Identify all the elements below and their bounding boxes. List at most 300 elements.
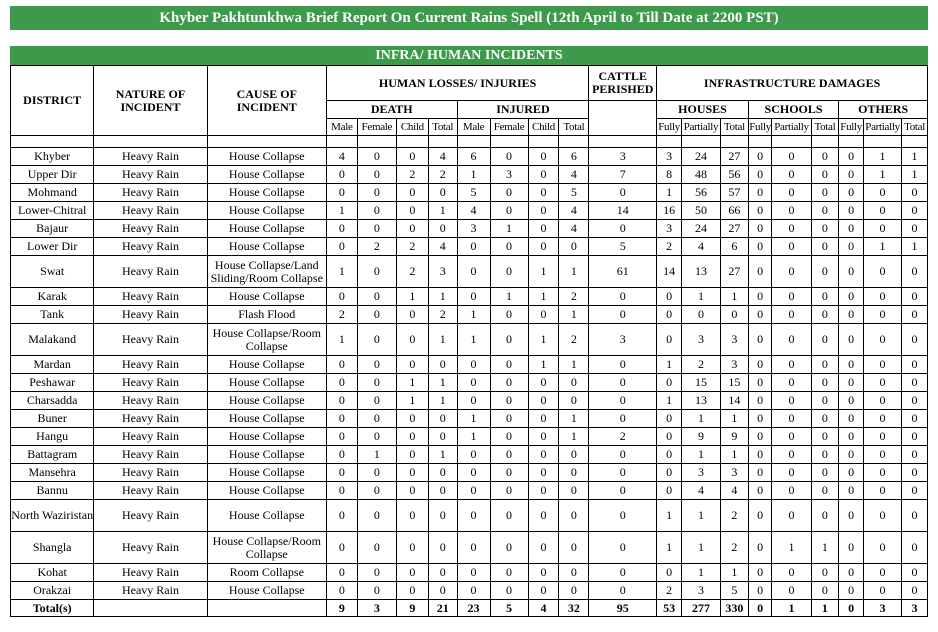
table-row — [11, 166, 928, 184]
cell-cattle: 0 — [589, 500, 657, 532]
cell-cause: House Collapse — [207, 464, 326, 482]
cell-others-partially: 0 — [864, 482, 902, 500]
cell-death-child: 0 — [396, 410, 428, 428]
cell-schools-fully: 0 — [748, 324, 772, 356]
cell-cause: House Collapse — [207, 220, 326, 238]
cell-houses-partially: 0 — [681, 306, 720, 324]
cell-houses-fully: 2 — [657, 238, 682, 256]
cell-death-total: 1 — [428, 374, 457, 392]
cell-houses-total: 4 — [721, 482, 749, 500]
cell-schools-fully: 0 — [748, 202, 772, 220]
cell-cause: Flash Flood — [207, 306, 326, 324]
cell-houses-partially: 13 — [681, 392, 720, 410]
cell-houses-fully: 0 — [657, 410, 682, 428]
total-death-total: 21 — [428, 600, 457, 617]
cell-injured-male: 0 — [457, 446, 490, 464]
cell-nature: Heavy Rain — [94, 482, 207, 500]
cell-houses-total: 3 — [721, 356, 749, 374]
cell-cattle: 3 — [589, 148, 657, 166]
cell-schools-fully: 0 — [748, 374, 772, 392]
cell-schools-fully: 0 — [748, 256, 772, 288]
cell-cattle: 5 — [589, 238, 657, 256]
cell-injured-female: 0 — [490, 356, 528, 374]
cell-schools-partially: 0 — [772, 356, 811, 374]
cell-injured-total: 2 — [559, 324, 589, 356]
cell-district: Mardan — [11, 356, 94, 374]
cell-death-female: 0 — [357, 428, 396, 446]
cell-schools-partially: 0 — [772, 148, 811, 166]
cell-others-partially: 0 — [864, 184, 902, 202]
header-infra: INFRASTRUCTURE DAMAGES — [657, 66, 928, 101]
cell-nature: Heavy Rain — [94, 148, 207, 166]
cell-schools-fully: 0 — [748, 288, 772, 306]
total-injured-female: 5 — [490, 600, 528, 617]
cell-others-fully: 0 — [839, 306, 864, 324]
cell-nature: Heavy Rain — [94, 464, 207, 482]
table-row — [11, 446, 928, 464]
cell-nature: Heavy Rain — [94, 256, 207, 288]
cell-death-female: 0 — [357, 306, 396, 324]
table-row — [11, 356, 928, 374]
cell-schools-partially: 0 — [772, 202, 811, 220]
cell-houses-partially: 2 — [681, 356, 720, 374]
cell-cause: House Collapse — [207, 446, 326, 464]
cell-schools-fully: 0 — [748, 356, 772, 374]
cell-others-partially: 1 — [864, 148, 902, 166]
table-row — [11, 374, 928, 392]
cell-injured-child: 0 — [528, 220, 559, 238]
cell-schools-total: 0 — [811, 220, 839, 238]
table-row — [11, 202, 928, 220]
cell-death-male: 1 — [326, 202, 357, 220]
cell-schools-partially: 0 — [772, 288, 811, 306]
cell-houses-total: 14 — [721, 392, 749, 410]
cell-cattle: 0 — [589, 306, 657, 324]
cell-others-fully: 0 — [839, 374, 864, 392]
header-houses: HOUSES — [657, 101, 749, 119]
cell-others-total: 0 — [902, 392, 928, 410]
header-schools: SCHOOLS — [748, 101, 839, 119]
header-others-partially: Partially — [864, 119, 902, 136]
header-cattle: CATTLE PERISHED — [589, 66, 657, 101]
cell-death-total: 0 — [428, 428, 457, 446]
cell-death-child: 0 — [396, 482, 428, 500]
cell-injured-child: 0 — [528, 482, 559, 500]
cell-death-male: 1 — [326, 256, 357, 288]
cell-death-child: 0 — [396, 356, 428, 374]
cell-nature: Heavy Rain — [94, 166, 207, 184]
header-schools-partially: Partially — [772, 119, 811, 136]
total-cattle: 95 — [589, 600, 657, 617]
cell-death-male: 0 — [326, 374, 357, 392]
cell-injured-female: 1 — [490, 288, 528, 306]
cell-others-fully: 0 — [839, 564, 864, 582]
cell-cattle: 0 — [589, 184, 657, 202]
cell-schools-total: 0 — [811, 482, 839, 500]
cell-injured-male: 1 — [457, 428, 490, 446]
cell-houses-fully: 0 — [657, 306, 682, 324]
cell-death-male: 0 — [326, 446, 357, 464]
incident-table — [10, 65, 928, 617]
header-district: DISTRICT — [11, 66, 94, 136]
cell-others-partially: 0 — [864, 324, 902, 356]
cell-schools-fully: 0 — [748, 428, 772, 446]
cell-houses-partially: 48 — [681, 166, 720, 184]
cell-schools-total: 0 — [811, 374, 839, 392]
cell-houses-total: 1 — [721, 288, 749, 306]
cell-injured-child: 0 — [528, 306, 559, 324]
cell-schools-fully: 0 — [748, 238, 772, 256]
cell-others-total: 0 — [902, 306, 928, 324]
cell-others-partially: 0 — [864, 220, 902, 238]
cell-schools-partially: 0 — [772, 324, 811, 356]
cell-houses-partially: 9 — [681, 428, 720, 446]
totals-blank — [207, 600, 326, 617]
cell-others-total: 0 — [902, 220, 928, 238]
cell-death-child: 0 — [396, 148, 428, 166]
cell-injured-female: 3 — [490, 166, 528, 184]
total-schools-fully: 0 — [748, 600, 772, 617]
cell-houses-fully: 1 — [657, 356, 682, 374]
cell-others-fully: 0 — [839, 392, 864, 410]
cell-others-fully: 0 — [839, 410, 864, 428]
cell-others-fully: 0 — [839, 532, 864, 564]
cell-houses-fully: 0 — [657, 374, 682, 392]
cell-cause: House Collapse — [207, 482, 326, 500]
cell-houses-fully: 1 — [657, 392, 682, 410]
cell-others-fully: 0 — [839, 288, 864, 306]
total-others-fully: 0 — [839, 600, 864, 617]
totals-label: Total(s) — [11, 600, 94, 617]
cell-injured-male: 0 — [457, 356, 490, 374]
cell-houses-partially: 3 — [681, 582, 720, 600]
cell-others-partially: 0 — [864, 582, 902, 600]
cell-houses-partially: 1 — [681, 410, 720, 428]
cell-schools-partially: 0 — [772, 256, 811, 288]
cell-district: Shangla — [11, 532, 94, 564]
cell-injured-child: 0 — [528, 410, 559, 428]
cell-injured-male: 0 — [457, 256, 490, 288]
section-title: INFRA/ HUMAN INCIDENTS — [10, 46, 928, 65]
cell-schools-partially: 0 — [772, 392, 811, 410]
cell-cause: House Collapse/Room Collapse — [207, 532, 326, 564]
table-row — [11, 564, 928, 582]
cell-district: Orakzai — [11, 582, 94, 600]
cell-injured-female: 0 — [490, 184, 528, 202]
cell-others-partially: 0 — [864, 564, 902, 582]
cell-death-child: 0 — [396, 324, 428, 356]
cell-others-partially: 1 — [864, 238, 902, 256]
cell-death-male: 0 — [326, 356, 357, 374]
cell-injured-child: 0 — [528, 392, 559, 410]
cell-houses-total: 3 — [721, 464, 749, 482]
cell-others-partially: 1 — [864, 166, 902, 184]
cell-nature: Heavy Rain — [94, 532, 207, 564]
total-schools-partially: 1 — [772, 600, 811, 617]
cell-others-total: 1 — [902, 166, 928, 184]
cell-death-female: 0 — [357, 392, 396, 410]
cell-district: Kohat — [11, 564, 94, 582]
cell-death-female: 0 — [357, 220, 396, 238]
cell-injured-child: 0 — [528, 148, 559, 166]
cell-houses-fully: 0 — [657, 446, 682, 464]
header-houses-fully: Fully — [657, 119, 682, 136]
cell-schools-total: 0 — [811, 582, 839, 600]
header-death-total: Total — [428, 119, 457, 136]
header-nature: NATURE OF INCIDENT — [94, 66, 207, 136]
cell-district: Swat — [11, 256, 94, 288]
cell-cattle: 7 — [589, 166, 657, 184]
cell-schools-total: 0 — [811, 564, 839, 582]
cell-death-child: 0 — [396, 464, 428, 482]
cell-cattle: 0 — [589, 288, 657, 306]
cell-death-child: 0 — [396, 564, 428, 582]
cell-injured-total: 5 — [559, 184, 589, 202]
cell-death-male: 0 — [326, 166, 357, 184]
cell-injured-female: 0 — [490, 446, 528, 464]
table-row — [11, 582, 928, 600]
cell-death-child: 0 — [396, 184, 428, 202]
cell-others-total: 0 — [902, 184, 928, 202]
table-row — [11, 392, 928, 410]
cell-houses-fully: 16 — [657, 202, 682, 220]
cell-injured-total: 0 — [559, 392, 589, 410]
cell-injured-child: 1 — [528, 288, 559, 306]
cell-death-female: 0 — [357, 184, 396, 202]
header-death: DEATH — [326, 101, 457, 119]
cell-death-female: 0 — [357, 356, 396, 374]
total-others-partially: 3 — [864, 600, 902, 617]
cell-others-total: 0 — [902, 446, 928, 464]
cell-district: Buner — [11, 410, 94, 428]
cell-death-female: 0 — [357, 582, 396, 600]
cell-death-male: 4 — [326, 148, 357, 166]
cell-others-fully: 0 — [839, 256, 864, 288]
cell-death-male: 0 — [326, 582, 357, 600]
cell-death-female: 0 — [357, 374, 396, 392]
total-injured-male: 23 — [457, 600, 490, 617]
cell-injured-male: 0 — [457, 500, 490, 532]
cell-others-total: 1 — [902, 148, 928, 166]
cell-others-partially: 0 — [864, 446, 902, 464]
cell-schools-partially: 0 — [772, 374, 811, 392]
cell-schools-fully: 0 — [748, 306, 772, 324]
cell-nature: Heavy Rain — [94, 324, 207, 356]
cell-nature: Heavy Rain — [94, 564, 207, 582]
cell-death-female: 0 — [357, 464, 396, 482]
cell-death-female: 0 — [357, 532, 396, 564]
cell-district: Battagram — [11, 446, 94, 464]
cell-others-total: 0 — [902, 324, 928, 356]
cell-houses-total: 3 — [721, 324, 749, 356]
cell-injured-total: 6 — [559, 148, 589, 166]
cell-injured-child: 0 — [528, 184, 559, 202]
table-row — [11, 410, 928, 428]
cell-houses-partially: 4 — [681, 238, 720, 256]
cell-schools-fully: 0 — [748, 582, 772, 600]
cell-schools-fully: 0 — [748, 148, 772, 166]
cell-schools-total: 0 — [811, 446, 839, 464]
cell-others-fully: 0 — [839, 220, 864, 238]
cell-death-female: 0 — [357, 482, 396, 500]
cell-others-fully: 0 — [839, 446, 864, 464]
cell-injured-female: 0 — [490, 532, 528, 564]
table-row — [11, 500, 928, 532]
header-schools-fully: Fully — [748, 119, 772, 136]
cell-death-female: 0 — [357, 148, 396, 166]
cell-injured-male: 6 — [457, 148, 490, 166]
cell-schools-partially: 0 — [772, 500, 811, 532]
cell-houses-fully: 1 — [657, 500, 682, 532]
table-row — [11, 184, 928, 202]
cell-injured-child: 1 — [528, 256, 559, 288]
header-cattle-blank — [589, 101, 657, 136]
cell-death-child: 0 — [396, 582, 428, 600]
cell-schools-fully: 0 — [748, 410, 772, 428]
cell-houses-total: 6 — [721, 238, 749, 256]
cell-schools-partially: 0 — [772, 446, 811, 464]
cell-others-fully: 0 — [839, 482, 864, 500]
cell-cause: House Collapse/Land Sliding/Room Collapse — [207, 256, 326, 288]
cell-death-total: 1 — [428, 202, 457, 220]
cell-schools-fully: 0 — [748, 220, 772, 238]
header-houses-total: Total — [721, 119, 749, 136]
cell-others-total: 0 — [902, 464, 928, 482]
cell-schools-partially: 0 — [772, 428, 811, 446]
cell-houses-total: 15 — [721, 374, 749, 392]
cell-houses-fully: 3 — [657, 148, 682, 166]
table-body — [11, 136, 928, 617]
header-others: OTHERS — [839, 101, 928, 119]
cell-death-child: 1 — [396, 392, 428, 410]
cell-cattle: 0 — [589, 220, 657, 238]
cell-injured-total: 4 — [559, 202, 589, 220]
cell-cause: House Collapse — [207, 288, 326, 306]
cell-cause: House Collapse — [207, 238, 326, 256]
header-death-child: Child — [396, 119, 428, 136]
header-houses-partially: Partially — [681, 119, 720, 136]
header-injured-female: Female — [490, 119, 528, 136]
cell-schools-partially: 1 — [772, 532, 811, 564]
cell-death-child: 1 — [396, 374, 428, 392]
header-others-total: Total — [902, 119, 928, 136]
cell-injured-male: 0 — [457, 238, 490, 256]
cell-others-total: 0 — [902, 500, 928, 532]
cell-injured-total: 0 — [559, 464, 589, 482]
cell-death-total: 0 — [428, 356, 457, 374]
cell-schools-total: 0 — [811, 464, 839, 482]
cell-houses-total: 0 — [721, 306, 749, 324]
cell-cause: House Collapse — [207, 356, 326, 374]
cell-injured-male: 1 — [457, 324, 490, 356]
cell-death-total: 0 — [428, 410, 457, 428]
cell-others-partially: 0 — [864, 428, 902, 446]
cell-nature: Heavy Rain — [94, 582, 207, 600]
cell-injured-male: 1 — [457, 166, 490, 184]
table-row — [11, 482, 928, 500]
cell-schools-fully: 0 — [748, 500, 772, 532]
cell-death-male: 0 — [326, 288, 357, 306]
cell-district: Peshawar — [11, 374, 94, 392]
cell-others-total: 0 — [902, 532, 928, 564]
cell-injured-child: 0 — [528, 446, 559, 464]
cell-cause: House Collapse — [207, 202, 326, 220]
cell-schools-total: 0 — [811, 256, 839, 288]
cell-death-child: 2 — [396, 238, 428, 256]
cell-injured-total: 0 — [559, 532, 589, 564]
cell-injured-total: 1 — [559, 256, 589, 288]
cell-district: Lower-Chitral — [11, 202, 94, 220]
cell-others-total: 0 — [902, 202, 928, 220]
cell-injured-total: 0 — [559, 482, 589, 500]
cell-schools-total: 1 — [811, 532, 839, 564]
total-schools-total: 1 — [811, 600, 839, 617]
cell-injured-child: 0 — [528, 532, 559, 564]
cell-cause: House Collapse — [207, 392, 326, 410]
cell-others-fully: 0 — [839, 324, 864, 356]
total-houses-fully: 53 — [657, 600, 682, 617]
cell-others-partially: 0 — [864, 202, 902, 220]
cell-death-male: 0 — [326, 482, 357, 500]
cell-houses-total: 56 — [721, 166, 749, 184]
cell-district: Tank — [11, 306, 94, 324]
cell-death-total: 2 — [428, 166, 457, 184]
cell-injured-child: 0 — [528, 428, 559, 446]
cell-injured-total: 0 — [559, 582, 589, 600]
cell-death-total: 1 — [428, 288, 457, 306]
cell-schools-total: 0 — [811, 238, 839, 256]
header-human-losses: HUMAN LOSSES/ INJURIES — [326, 66, 588, 101]
cell-injured-child: 0 — [528, 166, 559, 184]
cell-houses-partially: 1 — [681, 446, 720, 464]
cell-others-partially: 0 — [864, 392, 902, 410]
cell-houses-fully: 0 — [657, 288, 682, 306]
cell-death-female: 0 — [357, 256, 396, 288]
cell-death-total: 0 — [428, 564, 457, 582]
cell-nature: Heavy Rain — [94, 306, 207, 324]
cell-death-male: 0 — [326, 220, 357, 238]
total-houses-partially: 277 — [681, 600, 720, 617]
cell-schools-fully: 0 — [748, 464, 772, 482]
cell-houses-partially: 56 — [681, 184, 720, 202]
cell-cattle: 0 — [589, 356, 657, 374]
cell-injured-child: 0 — [528, 582, 559, 600]
cell-houses-partially: 1 — [681, 532, 720, 564]
cell-injured-male: 0 — [457, 482, 490, 500]
cell-others-partially: 0 — [864, 306, 902, 324]
cell-houses-total: 2 — [721, 500, 749, 532]
cell-others-partially: 0 — [864, 532, 902, 564]
totals-row — [11, 600, 928, 617]
cell-others-fully: 0 — [839, 428, 864, 446]
cell-houses-total: 27 — [721, 148, 749, 166]
cell-injured-male: 0 — [457, 288, 490, 306]
cell-cause: House Collapse — [207, 410, 326, 428]
cell-injured-child: 0 — [528, 564, 559, 582]
cell-nature: Heavy Rain — [94, 392, 207, 410]
cell-injured-male: 0 — [457, 564, 490, 582]
cell-nature: Heavy Rain — [94, 220, 207, 238]
cell-houses-fully: 0 — [657, 428, 682, 446]
cell-houses-fully: 3 — [657, 220, 682, 238]
cell-death-male: 0 — [326, 464, 357, 482]
cell-others-fully: 0 — [839, 202, 864, 220]
cell-injured-female: 0 — [490, 374, 528, 392]
cell-schools-partially: 0 — [772, 410, 811, 428]
cell-cause: Room Collapse — [207, 564, 326, 582]
cell-injured-child: 0 — [528, 202, 559, 220]
total-injured-total: 32 — [559, 600, 589, 617]
